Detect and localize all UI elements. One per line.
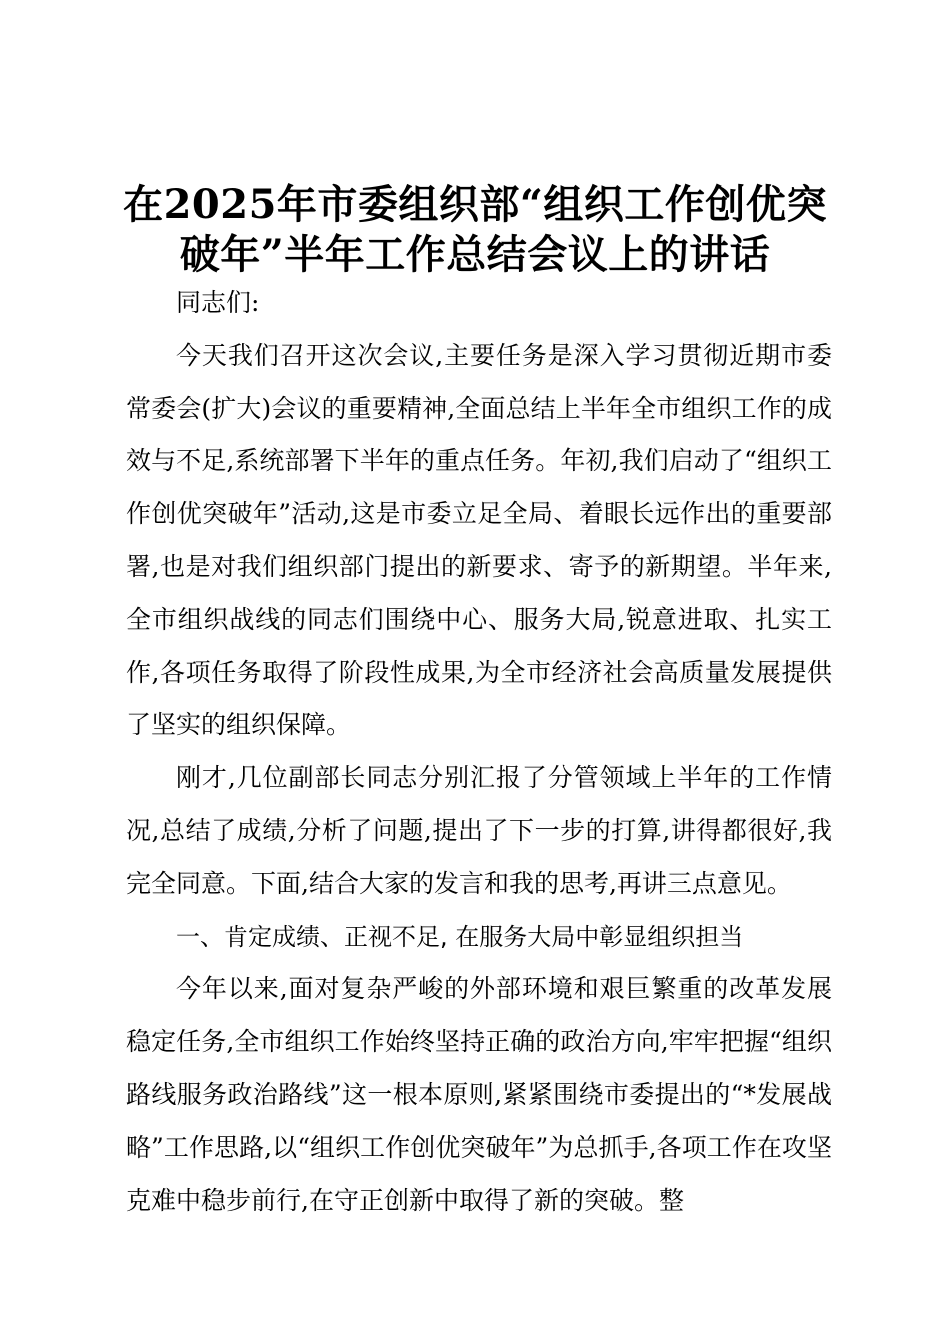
document-title: 在2025年市委组织部“组织工作创优突破年”半年工作总结会议上的讲话 — [123, 181, 827, 278]
section-heading: 一、肯定成绩、正视不足, 在服务大局中彰显组织担当 — [176, 922, 744, 951]
document-body — [126, 277, 832, 1227]
paragraph-section-one: 今年以来,面对复杂严峻的外部环境和艰巨繁重的改革发展稳定任务,全市组织工作始终坚持正确的政治方向,牢牢把握“组织路线服务政治路线”这一根本原则,紧紧围绕市委提出的“*发展战略”工作思路,以“组织工作创优突破年”为总抓手,各项工作在攻坚克难中稳步前行,在守正创新中取得了新的突破。整 — [126, 974, 832, 1215]
paragraph-intro: 今天我们召开这次会议,主要任务是深入学习贯彻近期市委常委会(扩大)会议的重要精神,全面总结上半年全市组织工作的成效与不足,系统部署下半年的重点任务。年初,我们启动了“组织工作创优突破年”活动,这是市委立足全局、着眼长远作出的重要部署,也是对我们组织部门提出的新要求、寄予的新期望。半年来,全市组织战线的同志们围绕中心、服务大局,锐意进取、扎实工作,各项任务取得了阶段性成果,为全市经济社会高质量发展提供了坚实的组织保障。 — [126, 340, 832, 740]
paragraph-response: 刚才,几位副部长同志分别汇报了分管领域上半年的工作情况,总结了成绩,分析了问题,提出了下一步的打算,讲得都很好,我完全同意。下面,结合大家的发言和我的思考,再讲三点意见。 — [126, 763, 832, 898]
salutation: 同志们: — [176, 288, 260, 317]
